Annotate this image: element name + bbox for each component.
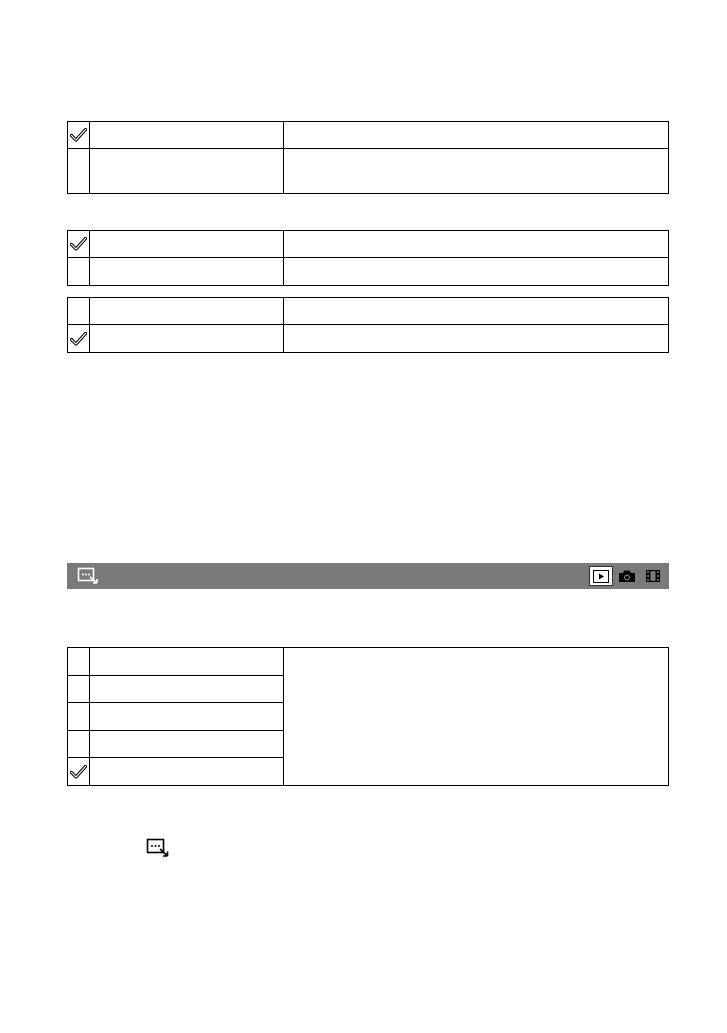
row-check-cell[interactable] [68, 149, 90, 193]
option-label [90, 231, 284, 258]
option-label [90, 703, 284, 731]
row-check-cell[interactable] [68, 676, 90, 703]
option-label [90, 676, 284, 703]
option-description [284, 122, 668, 149]
merged-description [284, 648, 668, 785]
option-label [90, 758, 284, 785]
playback-icon [593, 570, 609, 583]
row-check-cell[interactable] [68, 231, 90, 258]
option-label [90, 149, 284, 193]
movie-mode-indicator [641, 566, 665, 586]
option-label [90, 298, 284, 325]
option-description [284, 325, 668, 352]
option-label [90, 325, 284, 352]
checkmark-icon [70, 332, 87, 346]
option-label [90, 258, 284, 285]
checkmark-icon [70, 128, 87, 142]
settings-table-1 [67, 121, 669, 194]
slideshow-effect-icon [146, 838, 170, 858]
checkmark-icon [70, 765, 87, 779]
section-header-bar [67, 563, 669, 589]
option-description [284, 298, 668, 325]
checkmark-icon [70, 237, 87, 251]
row-check-cell[interactable] [68, 298, 90, 325]
settings-table-2 [67, 230, 669, 286]
option-description [284, 149, 668, 193]
row-check-cell[interactable] [68, 758, 90, 785]
option-label [90, 648, 284, 676]
row-check-cell[interactable] [68, 122, 90, 149]
camera-mode-indicator [615, 566, 639, 586]
option-description [284, 231, 668, 258]
option-description [284, 258, 668, 285]
mode-icons-group [589, 566, 665, 586]
movie-film-icon [645, 569, 661, 583]
camera-icon [618, 569, 636, 583]
playback-mode-indicator [589, 566, 613, 586]
option-label [90, 731, 284, 758]
settings-table-4 [67, 647, 669, 786]
slideshow-effect-icon [77, 567, 99, 585]
row-check-cell[interactable] [68, 258, 90, 285]
row-check-cell[interactable] [68, 703, 90, 731]
row-check-cell[interactable] [68, 648, 90, 676]
settings-table-3 [67, 297, 669, 353]
row-check-cell[interactable] [68, 731, 90, 758]
option-label [90, 122, 284, 149]
row-check-cell[interactable] [68, 325, 90, 352]
